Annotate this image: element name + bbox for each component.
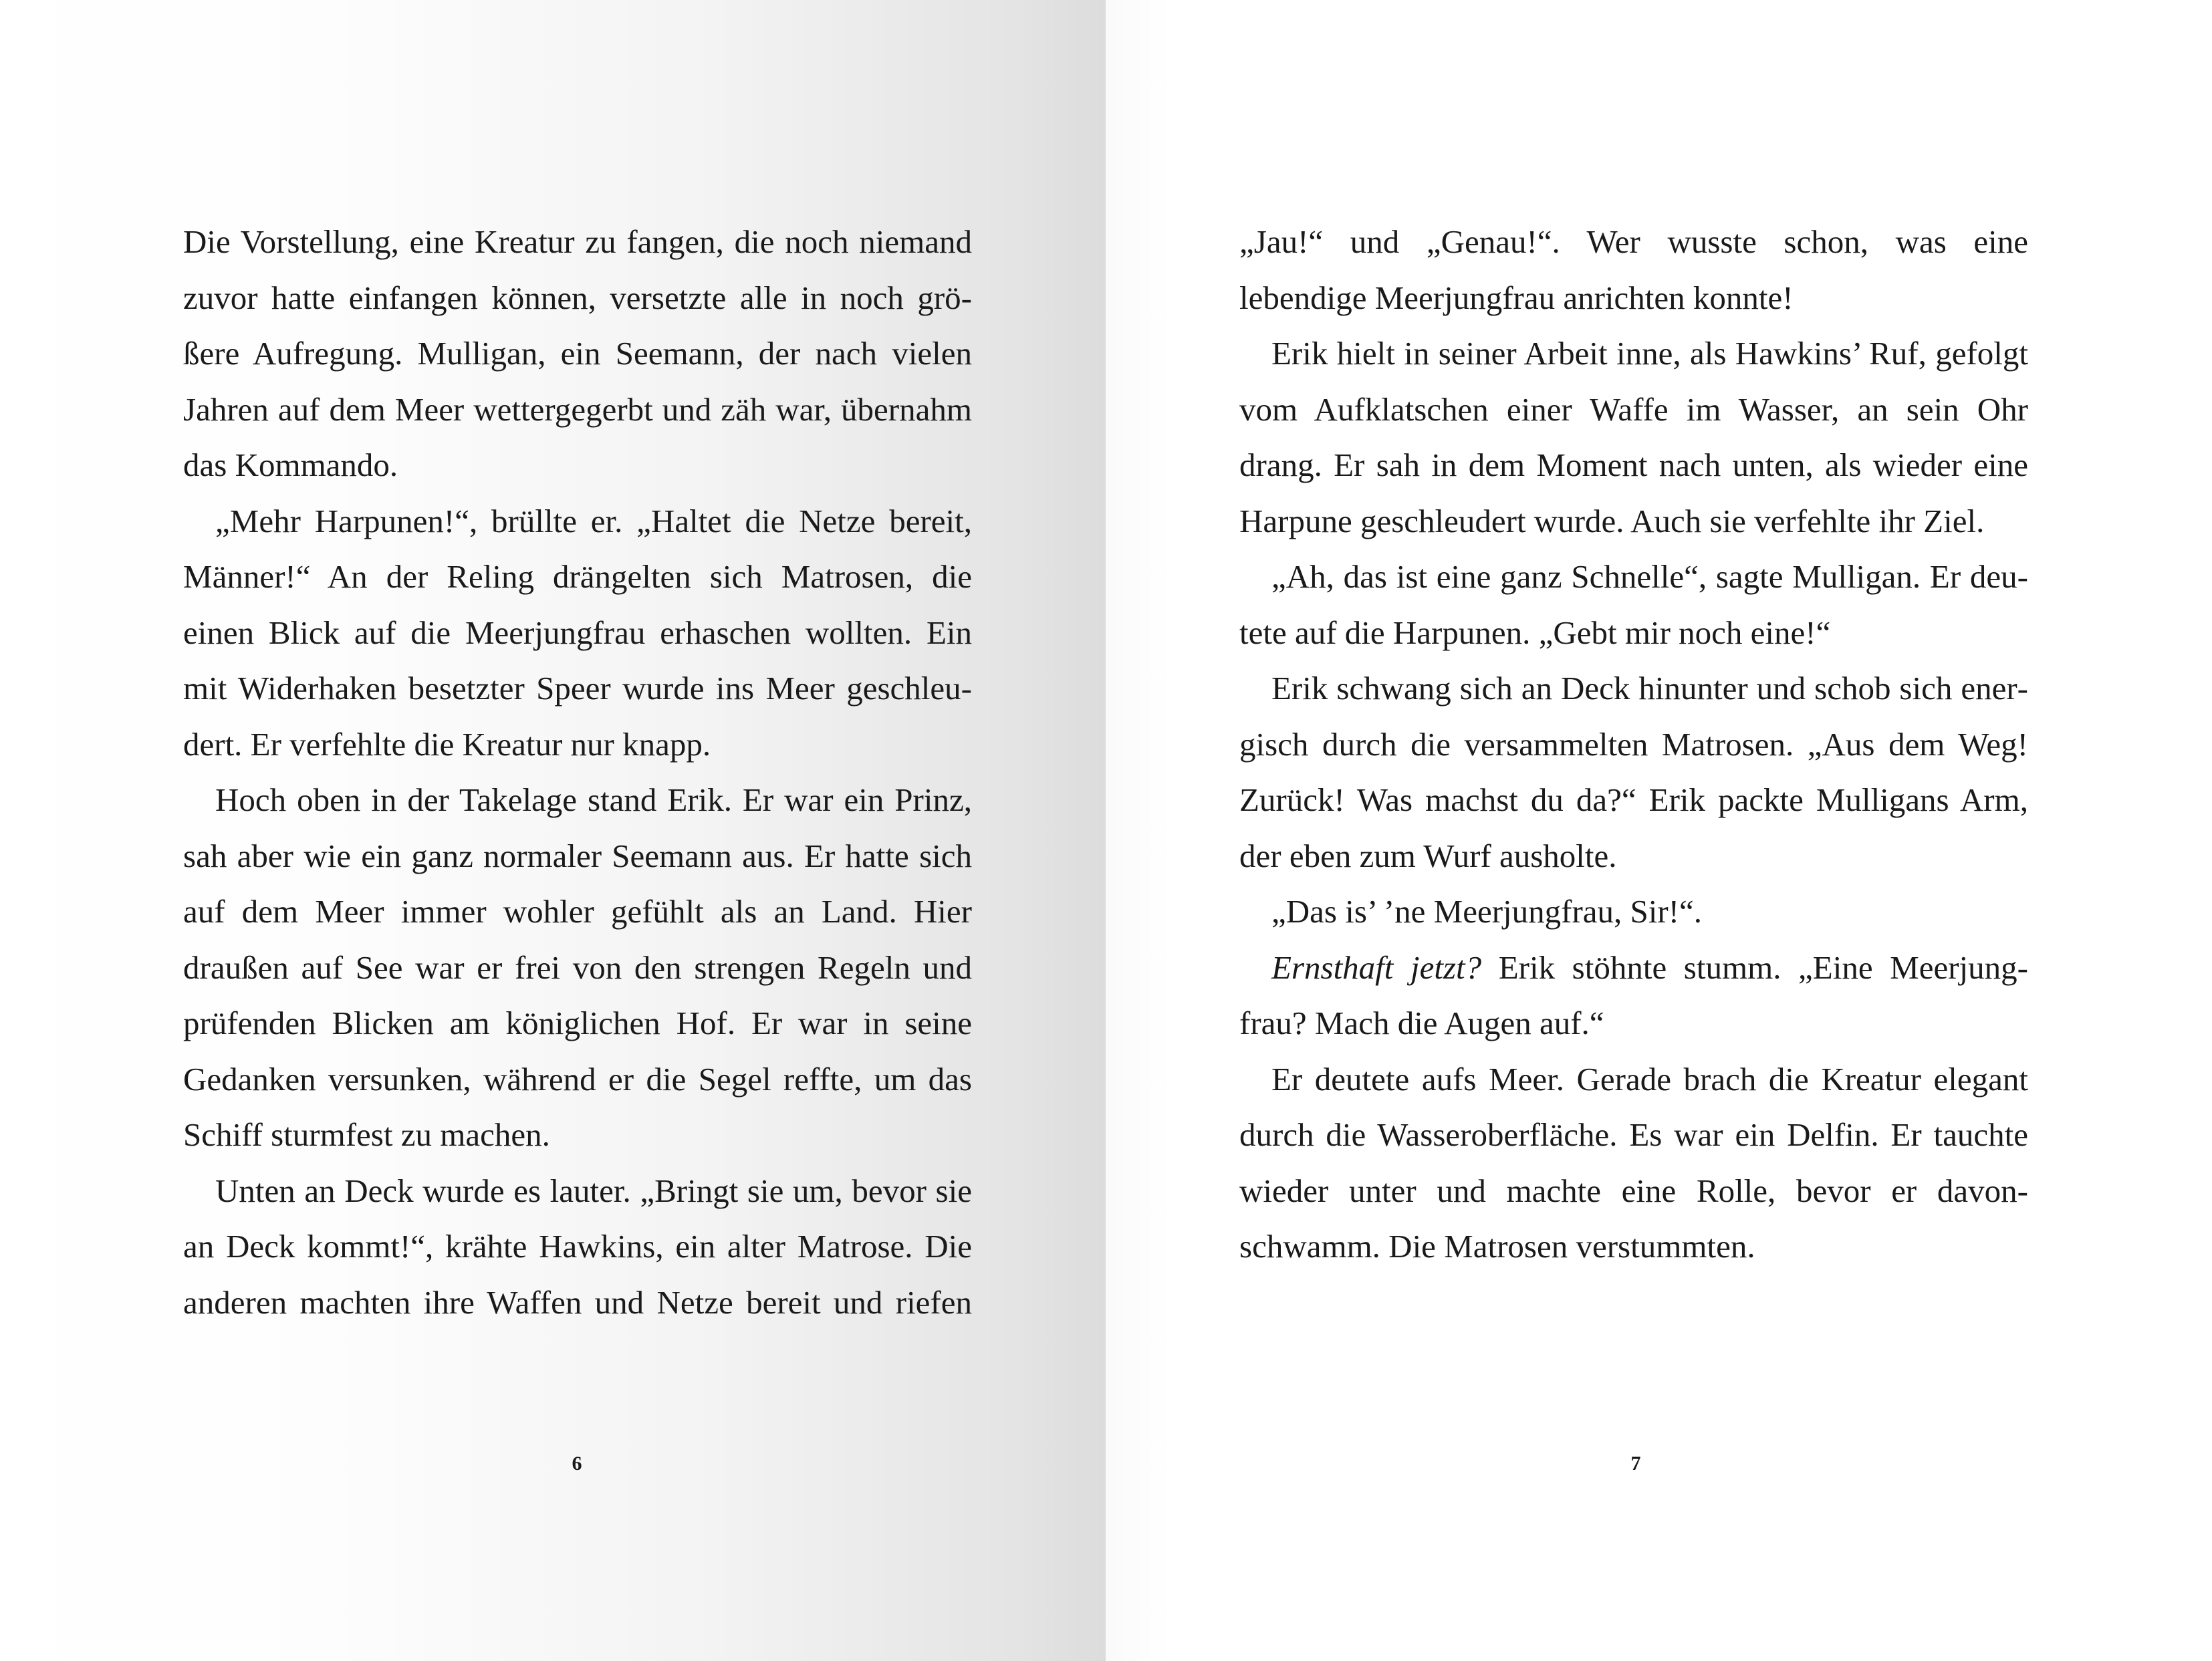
paragraph: Erik schwang sich an Deck hinunter und schob sich energisch durch die versammelten Matrosen. „Aus dem Weg! Zurück! Was machst du da?“ Erik packte Mulligans Arm, der eben zum Wurf ausholte. [1239, 670, 2028, 874]
italic-phrase: Ernsthaft jetzt? [1271, 948, 1482, 986]
paragraph: Die Vorstellung, eine Kreatur zu fangen, die noch niemand zuvor hatte einfangen können, versetzte alle in noch größere Aufregung. Mulligan, ein Seemann, der nach vielen Jahren auf dem Meer wettergegerbt und zäh war, übernahm das Kommando. [183, 223, 972, 483]
paragraph: Erik hielt in seiner Arbeit inne, als Hawkins’ Ruf, gefolgt vom Aufklatschen einer Waffe im Wasser, an sein Ohr drang. Er sah in dem Moment nach unten, als wieder eine Harpune geschleudert wurde. Auch sie verfehlte ihr Ziel. [1239, 335, 2028, 539]
paragraph-rest: Erik stöhnte stumm. „Eine Meerjungfrau? Mach die Augen auf.“ [1239, 948, 2028, 1041]
paragraph: Hoch oben in der Takelage stand Erik. Er war ein Prinz, sah aber wie ein ganz normaler Seemann aus. Er hatte sich auf dem Meer immer wohler gefühlt als an Land. Hier draußen auf See war er frei von den strengen Regeln und prüfenden Blicken am königlichen Hof. Er war in seine Gedanken versunken, während er die Segel reffte, um das Schiff sturmfest zu machen. [183, 781, 972, 1153]
paragraph: Unten an Deck wurde es lauter. „Bringt sie um, bevor sie an Deck kommt!“, krähte Hawkins, ein alter Matrose. Die anderen machten ihre Waffen und Netze bereit und riefen [183, 1172, 972, 1321]
paragraph: „Das is’ ’ne Meerjungfrau, Sir!“. [1271, 893, 1703, 930]
paragraph: „Jau!“ und „Genau!“. Wer wusste schon, was eine lebendige Meerjungfrau anrichten konnte! [1239, 223, 2028, 316]
paragraph: Er deutete aufs Meer. Gerade brach die Kreatur elegant durch die Wasseroberfläche. Es war ein Delfin. Er tauchte wieder unter und machte eine Rolle, bevor er davonschwamm. Die Matrosen verstummten. [1239, 1060, 2028, 1265]
right-page-text [1239, 214, 2028, 1275]
page-number: 7 [1630, 1452, 1641, 1475]
paragraph: „Ah, das ist eine ganz Schnelle“, sagte Mulligan. Er deutete auf die Harpunen. „Gebt mir noch eine!“ [1239, 558, 2028, 651]
page-number: 6 [572, 1452, 582, 1475]
paragraph [1239, 940, 2028, 1051]
paragraph: „Mehr Harpunen!“, brüllte er. „Haltet die Netze bereit, Männer!“ An der Reling drängelten sich Matrosen, die einen Blick auf die Meerjungfrau erhaschen wollten. Ein mit Widerhaken besetzter Speer wurde ins Meer geschleudert. Er verfehlte die Kreatur nur knapp. [183, 502, 972, 763]
right-page [1106, 0, 2212, 1661]
left-page-text [183, 214, 972, 1330]
